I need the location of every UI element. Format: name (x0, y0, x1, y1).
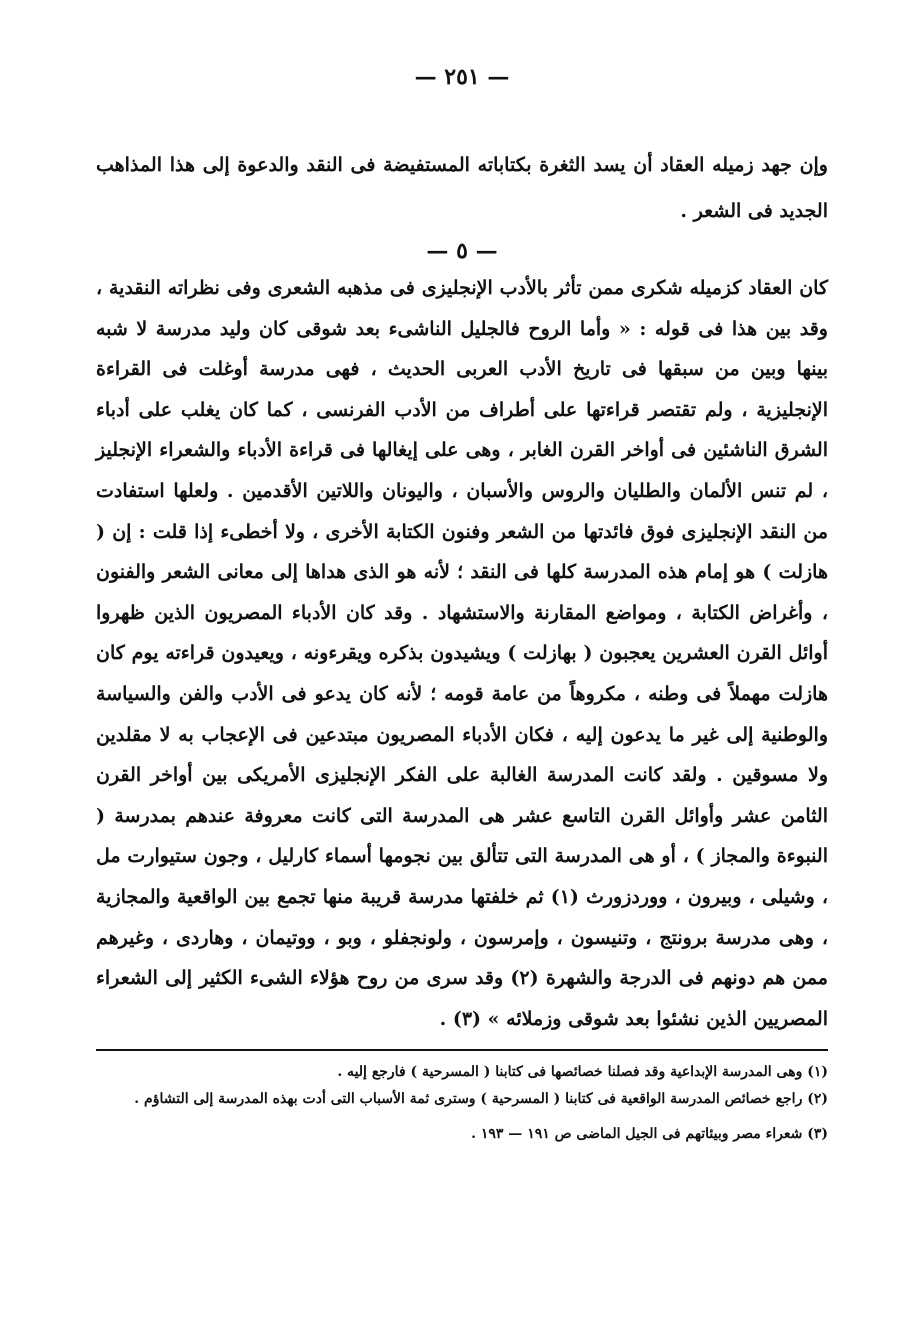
footnotes (96, 1059, 828, 1148)
section-number: — ٥ — (426, 238, 498, 264)
intro-paragraph: وإن جهد زميله العقاد أن يسد الثغرة بكتاباته المستفيضة فى النقد والدعوة إلى هذا المذاهب الجديد فى الشعر . (96, 154, 828, 222)
page-number: — ٢٥١ — (414, 64, 510, 90)
main-paragraph: كان العقاد كزميله شكرى ممن تأثر بالأدب الإنجليزى فى مذهبه الشعرى وفى نظراته النقدية ، وقد بين هذا فى قوله : « وأما الروح فالجليل الناشىء بعد شوقى كان وليد مدرسة لا شبه بينها وبين من سبقها فى تاريخ الأدب العربى الحديث ، فهى مدرسة أوغلت فى القراءة الإنجليزية ، ولم تقتصر قراءتها على أطراف من الأدب الفرنسى ، كما كان يغلب على أدباء الشرق الناشئين فى أواخر القرن الغابر ، وهى على إيغالها فى قراءة الأدباء والشعراء الإنجليز ، لم تنس الألمان والطليان والروس والأسبان ، واليونان واللاتين الأقدمين . ولعلها استفادت من النقد الإنجليزى فوق فائدتها من الشعر وفنون الكتابة الأخرى ، ولا أخطىء إذا قلت : إن ( هازلت ) هو إمام هذه المدرسة كلها فى النقد ؛ لأنه هو الذى هداها إلى معانى الشعر والفنون ، وأغراض الكتابة ، ومواضع المقارنة والاستشهاد . وقد كان الأدباء المصريون الذين ظهروا أوائل القرن العشرين يعجبون ( بهازلت ) ويشيدون بذكره ويقرءونه ، ويعيدون قراءته يوم كان هازلت مهملاً فى وطنه ، مكروهاً من عامة قومه ؛ لأنه كان يدعو فى الأدب والفن والسياسة والوطنية إلى غير ما يدعون إليه ، فكان الأدباء المصريون مبتدعين فى الإعجاب به لا مقلدين ولا مسوقين . ولقد كانت المدرسة الغالبة على الفكر الإنجليزى الأمريكى بين أواخر القرن الثامن عشر وأوائل القرن التاسع عشر هى المدرسة التى كانت معروفة عندهم بمدرسة ( النبوءة والمجاز ) ، أو هى المدرسة التى تتألق بين نجومها أسماء كارليل ، وجون ستيوارت مل ، وشيلى ، وبيرون ، ووردزورث (١) ثم خلفتها مدرسة قريبة منها تجمع بين الواقعية والمجازية ، وهى مدرسة برونتج ، وتنيسون ، وإمرسون ، ولونجفلو ، وبو ، ووتيمان ، وهاردى ، وغيرهم ممن هم دونهم فى الدرجة والشهرة (٢) وقد سرى من روح هؤلاء الشىء الكثير إلى الشعراء المصريين الذين نشئوا بعد شوقى وزملائه » (٣) . (96, 277, 828, 1030)
footnote-divider (96, 1049, 828, 1051)
footnote-1: (١) وهى المدرسة الإبداعية وقد فصلنا خصائصها فى كتابنا ( المسرحية ) فارجع إليه . (337, 1064, 828, 1081)
footnote-3: (٣) شعراء مصر وبيئاتهم فى الجيل الماضى ص ١٩١ — ١٩٣ . (471, 1126, 828, 1143)
footnote-2: (٢) راجع خصائص المدرسة الواقعية فى كتابنا ( المسرحية ) وسترى ثمة الأسباب التى أدت بهذه المدرسة إلى التشاؤم . (134, 1091, 828, 1108)
